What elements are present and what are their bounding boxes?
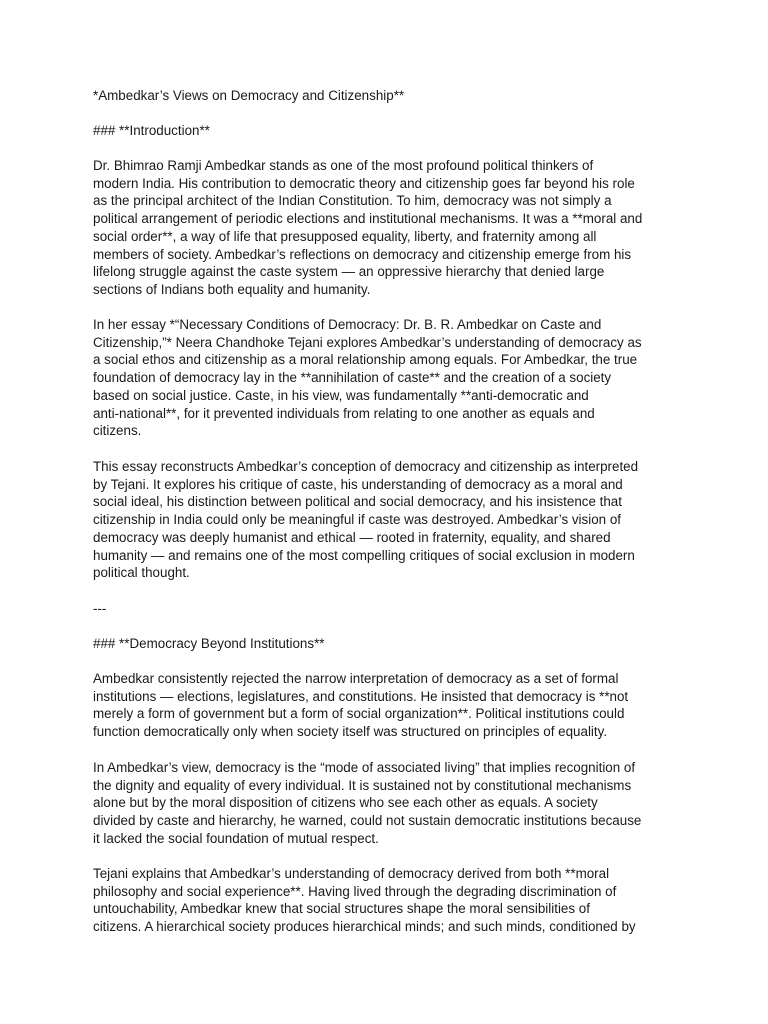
- introduction-heading: ### **Introduction**: [93, 123, 210, 138]
- intro-paragraph-2: In her essay *“Necessary Conditions of Democracy: Dr. B. R. Ambedkar on Caste and Citizenship,”* Neera Chandhoke Tejani explores Ambedkar’s understanding of democracy as a social ethos and citizenship as a moral relationship among equals. For Ambedkar, the true foundation of democracy lay in the **annihilation of caste** and the creation of a society based on social justice. Caste, in his view, was fundamentally **anti-democratic and anti-national**, for it prevented individuals from relating to one another as equals and citizens.: [93, 317, 642, 439]
- section-paragraph-3: Tejani explains that Ambedkar’s understanding of democracy derived from both **moral philosophy and social experience**. Having lived through the degrading discrimination of untouchability, Ambedkar knew that social structures shape the moral sensibilities of citizens. A hierarchical society produces hierarchical minds; and such minds, conditioned by: [93, 866, 636, 935]
- section-paragraph-1: Ambedkar consistently rejected the narrow interpretation of democracy as a set of formal institutions — elections, legislatures, and constitutions. He insisted that democracy is **not merely a form of government but a form of social organization**. Political institutions could function democratically only when society itself was structured on principles of equality.: [93, 671, 629, 740]
- intro-paragraph-3: This essay reconstructs Ambedkar’s conception of democracy and citizenship as interpreted by Tejani. It explores his critique of caste, his understanding of democracy as a moral and social ideal, his distinction between political and social democracy, and his insistence that citizenship in India could only be meaningful if caste was destroyed. Ambedkar’s vision of democracy was deeply humanist and ethical — rooted in fraternity, equality, and shared humanity — and remains one of the most compelling critiques of social exclusion in modern political thought.: [93, 459, 639, 581]
- intro-paragraph-1: Dr. Bhimrao Ramji Ambedkar stands as one of the most profound political thinkers of modern India. His contribution to democratic theory and citizenship goes far beyond his role as the principal architect of the Indian Constitution. To him, democracy was not simply a political arrangement of periodic elections and institutional mechanisms. It was a **moral and social order**, a way of life that presupposed equality, liberty, and fraternity among all members of society. Ambedkar’s reflections on democracy and citizenship emerge from his lifelong struggle against the caste system — an oppressive hierarchy that denied large sections of Indians both equality and humanity.: [93, 158, 643, 297]
- section-paragraph-2: In Ambedkar’s view, democracy is the “mode of associated living” that implies recognition of the dignity and equality of every individual. It is sustained not by constitutional mechanisms alone but by the moral disposition of citizens who see each other as equals. A society divided by caste and hierarchy, he warned, could not sustain democratic institutions because it lacked the social foundation of mutual respect.: [93, 760, 642, 846]
- section-heading: ### **Democracy Beyond Institutions**: [93, 636, 325, 651]
- document-title: *Ambedkar’s Views on Democracy and Citizenship**: [93, 88, 405, 103]
- section-separator: ---: [93, 601, 107, 616]
